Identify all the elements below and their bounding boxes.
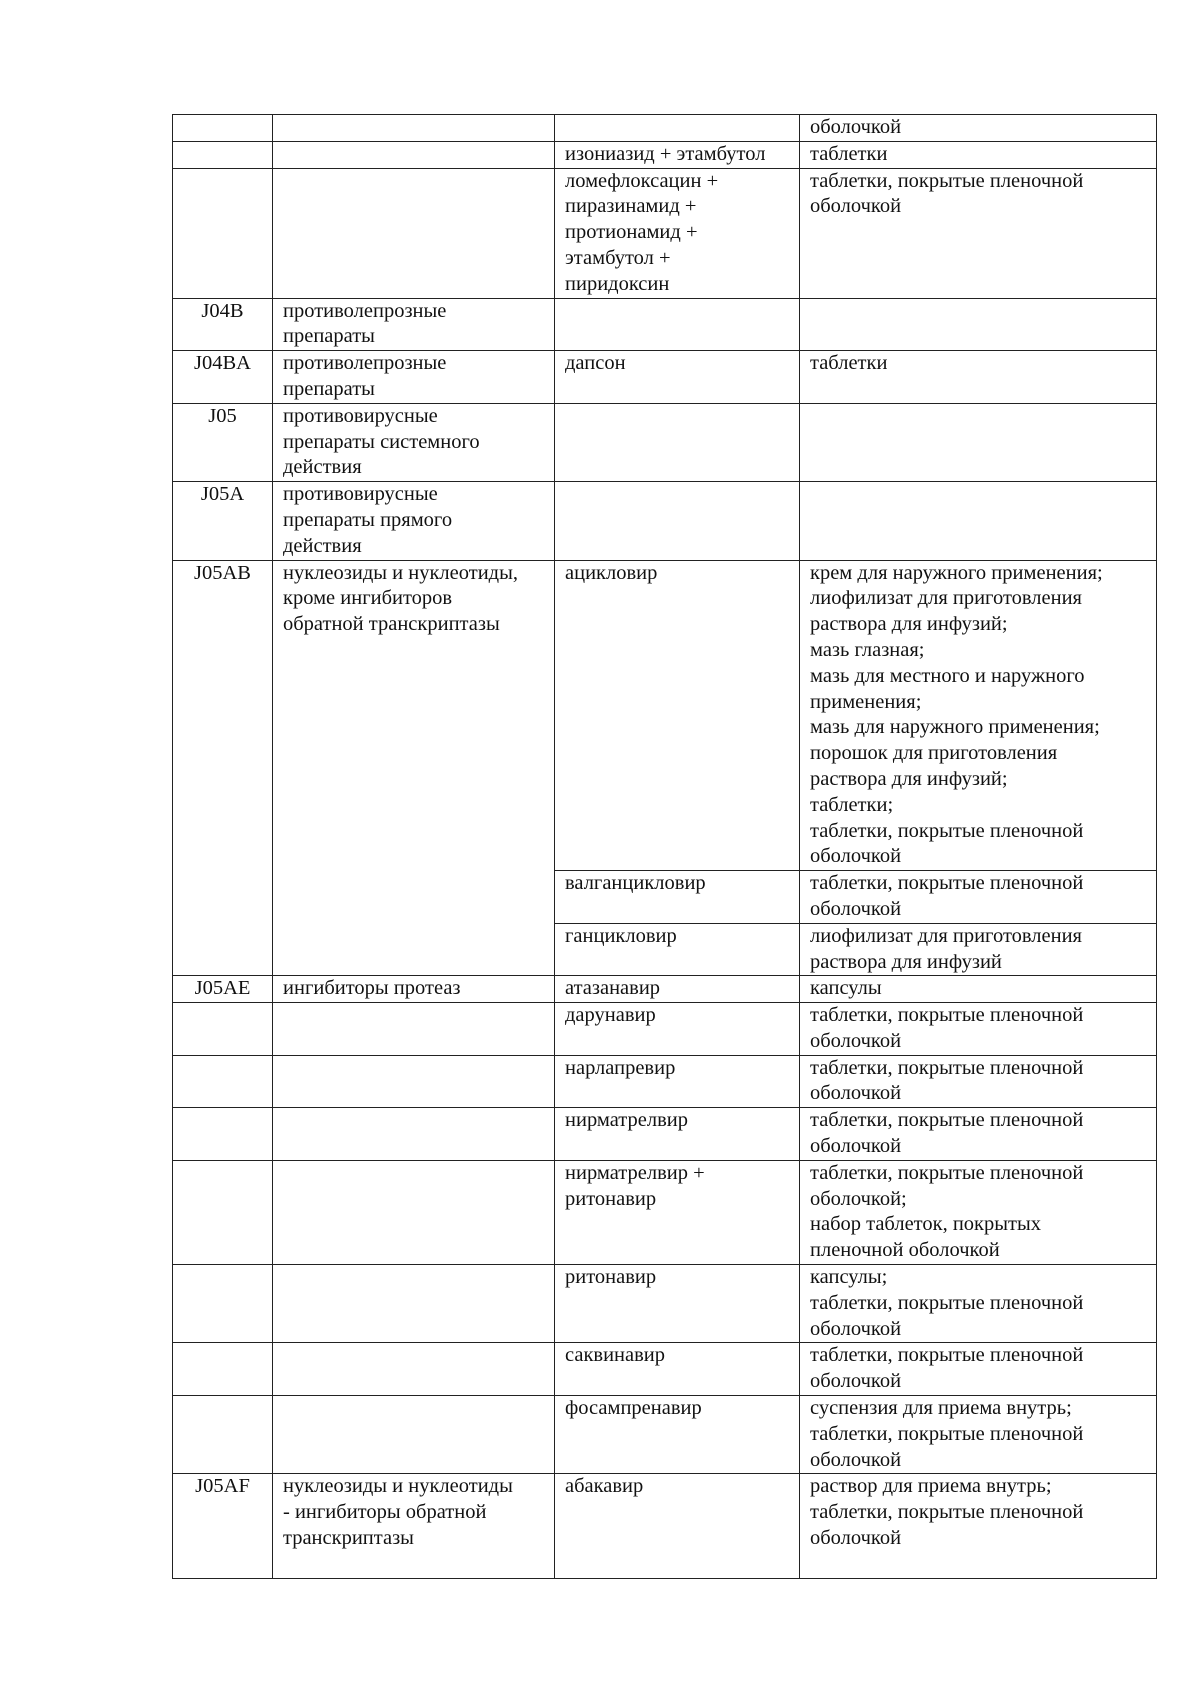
table-row [173,115,1157,142]
drug-name-cell [555,871,800,924]
dosage-form-cell [800,1265,1157,1343]
drug-name-cell [555,141,800,168]
drug-name-cell-line: саквинавир [565,1344,666,1367]
atc-code-cell: J05 [173,403,273,481]
drug-name-cell [555,1265,800,1343]
dosage-form-cell [800,482,1157,560]
table-row [173,1265,1157,1343]
dosage-form-cell-line: таблетки, покрытые пленочной [810,1422,1084,1445]
dosage-form-cell-line: раствор для приема внутрь; [810,1475,1052,1498]
drug-name-cell-line: фосампренавир [565,1397,702,1420]
table-row [173,482,1157,560]
drug-name-cell-line: атазанавир [565,977,661,1000]
drug-name-cell-line: дапсон [565,352,626,375]
dosage-form-cell [800,1396,1157,1474]
drug-name-cell-line: ломефлоксацин + [565,169,719,192]
drug-name-cell [555,1055,800,1108]
dosage-form-cell-line: суспензия для приема внутрь; [810,1397,1072,1420]
dosage-form-cell-line: таблетки, покрытые пленочной [810,1501,1084,1524]
dosage-form-cell-line: порошок для приготовления [810,742,1058,765]
group-name-cell-line: действия [283,534,362,557]
drug-name-cell [555,1003,800,1056]
dosage-form-cell-line: пленочной оболочкой [810,1239,1000,1262]
table-row [173,168,1157,298]
drug-name-cell [555,1108,800,1161]
dosage-form-cell-line: таблетки; [810,793,894,816]
table-row [173,560,1157,871]
drug-name-cell-line: изониазид + этамбутол [565,142,766,165]
drug-name-cell-line: пиразинамид + [565,195,697,218]
drug-name-cell [555,1160,800,1264]
table-row [173,976,1157,1003]
dosage-form-cell-line: оболочкой [810,897,902,920]
dosage-form-cell-line: мазь для наружного применения; [810,716,1100,739]
group-name-cell-line: препараты системного [283,430,480,453]
group-name-cell [273,1474,555,1578]
dosage-form-cell-line: таблетки, покрытые пленочной [810,1291,1084,1314]
atc-code-cell: J05A [173,482,273,560]
dosage-form-cell-line: оболочкой [810,116,902,138]
drug-name-cell-line: нарлапревир [565,1056,676,1079]
drug-name-cell-line: ацикловир [565,561,658,584]
group-name-cell-line: - ингибиторы обратной [283,1501,487,1524]
dosage-form-cell-line: оболочкой [810,845,902,868]
group-name-cell [273,560,555,976]
dosage-form-cell [800,1055,1157,1108]
dosage-form-cell-line: капсулы; [810,1266,888,1289]
atc-code-cell [173,1160,273,1264]
table-row [173,1160,1157,1264]
dosage-form-cell [800,923,1157,976]
drug-name-cell-line: ганцикловир [565,924,677,947]
dosage-form-cell-line: оболочкой [810,1370,902,1393]
dosage-form-cell [800,560,1157,871]
dosage-form-cell-line: оболочкой; [810,1187,907,1210]
group-name-cell [273,1108,555,1161]
drug-name-cell [555,1474,800,1578]
drug-name-cell-line: нирматрелвир [565,1109,688,1132]
atc-code-cell: J05AB [173,560,273,976]
table-row [173,1474,1157,1578]
group-name-cell-line: нуклеозиды и нуклеотиды [283,1475,513,1498]
dosage-form-cell [800,403,1157,481]
drug-name-cell [555,976,800,1003]
group-name-cell [273,115,555,142]
drug-name-cell [555,482,800,560]
atc-code-cell: J05AF [173,1474,273,1578]
group-name-cell-line: нуклеозиды и нуклеотиды, [283,561,518,584]
dosage-form-cell [800,1474,1157,1578]
drug-name-cell [555,351,800,404]
dosage-form-cell-line: оболочкой [810,195,902,218]
group-name-cell-line: действия [283,456,362,479]
dosage-form-cell-line: крем для наружного применения; [810,561,1103,584]
dosage-form-cell-line: раствора для инфузий [810,950,1002,973]
dosage-form-cell [800,976,1157,1003]
group-name-cell-line: ингибиторы протеаз [283,977,461,1000]
drug-name-cell-line: ритонавир [565,1266,657,1289]
drug-name-cell [555,923,800,976]
cell-spacer [810,1552,1146,1578]
dosage-form-cell-line: таблетки, покрытые пленочной [810,169,1084,192]
group-name-cell [273,141,555,168]
dosage-form-cell-line: таблетки [810,352,888,375]
dosage-form-cell-line: лиофилизат для приготовления [810,587,1082,610]
drug-name-cell-line: абакавир [565,1475,644,1498]
atc-code-cell [173,1343,273,1396]
dosage-form-cell-line: оболочкой [810,1448,902,1471]
dosage-form-cell [800,298,1157,351]
dosage-form-cell-line: оболочкой [810,1527,902,1550]
group-name-cell [273,1055,555,1108]
table-row [173,1055,1157,1108]
atc-code-cell [173,168,273,298]
dosage-form-cell [800,1343,1157,1396]
atc-code-cell: J05AE [173,976,273,1003]
atc-code-cell [173,1003,273,1056]
table-row [173,298,1157,351]
dosage-form-cell-line: набор таблеток, покрытых [810,1213,1042,1236]
dosage-form-cell-line: мазь для местного и наружного [810,664,1085,687]
dosage-form-cell-line: оболочкой [810,1317,902,1340]
table-row [173,141,1157,168]
dosage-form-cell [800,168,1157,298]
group-name-cell [273,168,555,298]
dosage-form-cell [800,351,1157,404]
dosage-form-cell-line: лиофилизат для приготовления [810,924,1082,947]
group-name-cell [273,403,555,481]
dosage-form-cell-line: таблетки, покрытые пленочной [810,1056,1084,1079]
drug-name-cell [555,560,800,871]
atc-code-cell [173,115,273,142]
table-row [173,351,1157,404]
drug-name-cell-line: валганцикловир [565,872,706,895]
dosage-form-cell [800,141,1157,168]
drug-name-cell-line: ритонавир [565,1187,657,1210]
table-row [173,1396,1157,1474]
drug-name-cell [555,403,800,481]
dosage-form-cell-line: оболочкой [810,1135,902,1158]
group-name-cell-line: препараты [283,377,375,400]
dosage-form-cell-line: таблетки, покрытые пленочной [810,1109,1084,1132]
group-name-cell [273,1160,555,1264]
dosage-form-cell-line: таблетки, покрытые пленочной [810,1344,1084,1367]
drug-name-cell-line: этамбутол + [565,246,671,269]
table-row [173,1343,1157,1396]
atc-code-cell: J04B [173,298,273,351]
dosage-form-cell-line: мазь глазная; [810,638,925,661]
group-name-cell [273,1343,555,1396]
group-name-cell-line: обратной транскриптазы [283,613,500,636]
table-row [173,1003,1157,1056]
dosage-form-cell [800,871,1157,924]
group-name-cell [273,351,555,404]
drug-name-cell [555,168,800,298]
atc-code-cell [173,1055,273,1108]
drug-name-cell-line: протионамид + [565,221,698,244]
dosage-form-cell-line: таблетки [810,142,888,165]
dosage-form-cell [800,1003,1157,1056]
drug-name-cell-line: дарунавир [565,1004,656,1027]
drug-name-cell [555,1343,800,1396]
dosage-form-cell [800,1160,1157,1264]
dosage-form-cell-line: раствора для инфузий; [810,613,1008,636]
group-name-cell-line: противовирусные [283,483,438,506]
dosage-form-cell-line: применения; [810,690,922,713]
group-name-cell-line: противовирусные [283,404,438,427]
group-name-cell [273,976,555,1003]
drug-name-cell [555,298,800,351]
group-name-cell [273,298,555,351]
atc-code-cell [173,141,273,168]
group-name-cell-line: препараты [283,325,375,348]
group-name-cell-line: препараты прямого [283,508,453,531]
atc-code-cell [173,1108,273,1161]
dosage-form-cell-line: таблетки, покрытые пленочной [810,819,1084,842]
group-name-cell [273,1003,555,1056]
table-row [173,1108,1157,1161]
dosage-form-cell-line: таблетки, покрытые пленочной [810,872,1084,895]
group-name-cell-line: противолепрозные [283,299,447,322]
atc-code-cell: J04BA [173,351,273,404]
dosage-form-cell-line: таблетки, покрытые пленочной [810,1161,1084,1184]
group-name-cell-line: транскриптазы [283,1527,414,1550]
dosage-form-cell-line: оболочкой [810,1029,902,1052]
atc-code-cell [173,1396,273,1474]
drug-name-cell-line: нирматрелвир + [565,1161,705,1184]
group-name-cell [273,1396,555,1474]
drug-name-cell [555,1396,800,1474]
drug-name-cell-line: пиридоксин [565,272,670,295]
drug-name-cell [555,115,800,142]
group-name-cell [273,482,555,560]
drug-classification-table [172,114,1157,1579]
dosage-form-cell-line: капсулы [810,977,882,1000]
atc-code-cell [173,1265,273,1343]
dosage-form-cell [800,115,1157,142]
dosage-form-cell [800,1108,1157,1161]
dosage-form-cell-line: таблетки, покрытые пленочной [810,1004,1084,1027]
table-body [173,115,1157,1579]
dosage-form-cell-line: оболочкой [810,1082,902,1105]
group-name-cell-line: кроме ингибиторов [283,587,453,610]
group-name-cell [273,1265,555,1343]
group-name-cell-line: противолепрозные [283,352,447,375]
dosage-form-cell-line: раствора для инфузий; [810,767,1008,790]
table-row [173,403,1157,481]
